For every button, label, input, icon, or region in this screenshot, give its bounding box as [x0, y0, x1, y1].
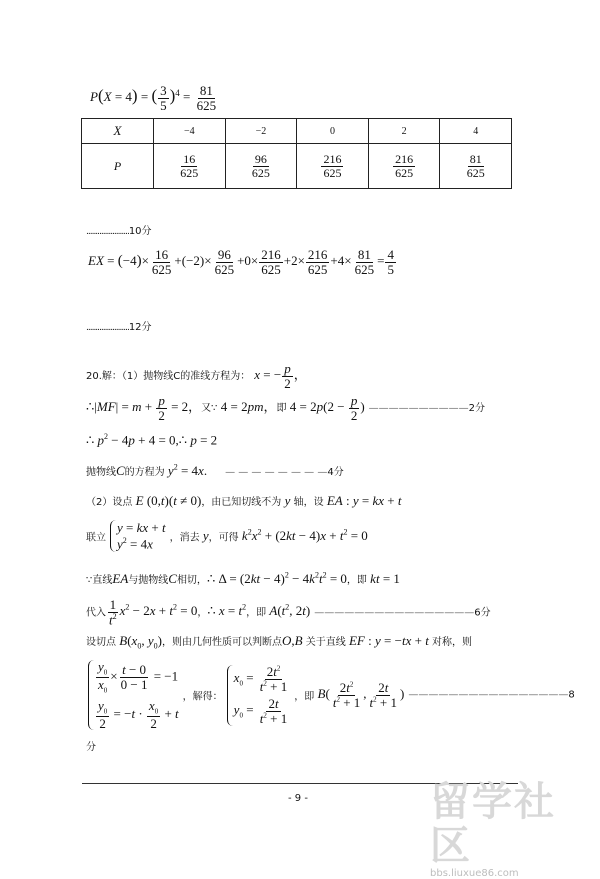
table-cell: 4: [440, 119, 512, 144]
q20-line-2: ∴|MF| = m + $\frac{p}{2}$ = 2，又∵ 4 = 2pm，即 4 = 2p(2 − $\frac{p}{2}$ ) ——————————2分: [86, 393, 486, 423]
q20-substitution-line: 代入 $\frac{1}{t^2}$ $x^2 - 2x + t^2 = 0$，∴ $x = t^2$，即 $A(t^2$, 2t) ————————————————6分: [86, 597, 491, 627]
probability-x4-line: P(X = 4) = ( $\frac{3}{5}$ )$^4$ = $\frac{81}{625}$: [90, 83, 217, 113]
q20-system-line: 联立 y = kx + t $y^2 = 4x$ ，消去 y，可得 $k^2x^2 + (2kt - 4)x + t^2 = 0$: [86, 520, 368, 552]
table-header-p: P: [82, 144, 154, 189]
table-cell: $\frac{16}{625}$: [154, 144, 226, 189]
expectation-line: EX = (−4)× $\frac{16}{625}$ +(−2)× $\frac{96}{625}$ +0× $\frac{216}{625}$ +2× $\frac{216}{625}$ +4× $\frac{81}{625}$ = $\frac{4}{5}$: [88, 247, 394, 277]
table-row: [82, 144, 512, 189]
q20-intro: 20.解：（1）抛物线C的准线方程为：: [86, 371, 251, 383]
table-cell: 2: [368, 119, 440, 144]
q20-line-3: ∴ $p^2 - 4p + 4$ = 0,∴ p = 2: [86, 432, 218, 448]
score-mark-8: 8: [568, 689, 575, 701]
table-cell: −4: [154, 119, 226, 144]
q20-symmetry-line: 设切点 $B(x_0$, $y_0$)，则由几何性质可以判断点O,B 关于直线 EF : y = −tx + t 对称，则: [86, 633, 472, 651]
watermark-logo: [430, 779, 590, 879]
distribution-table: [81, 118, 512, 189]
symmetry-system: $\frac{y_0}{x_0}$ × $\frac{t - 0}{0 - 1}$ = −1 $\frac{y_0}{2}$ = −t · $\frac{x_0}{2}$ + t: [88, 660, 179, 730]
solution-system: $x_0$ = $\frac{2t^2}{t^2 + 1}$ $y_0$ = $\frac{2t}{t^2 + 1}$: [227, 665, 291, 726]
q20-intro-line: [86, 362, 307, 390]
watermark-url: bbs.liuxue86.com: [430, 868, 519, 879]
score-mark-12: .......................12分: [86, 322, 152, 333]
table-cell: $\frac{216}{625}$: [368, 144, 440, 189]
table-cell: $\frac{81}{625}$: [440, 144, 512, 189]
table-cell: 0: [297, 119, 369, 144]
table-header-x: X: [82, 119, 154, 144]
equation-system: y = kx + t $y^2 = 4x$: [110, 520, 166, 552]
q20-part-2-line: （2）设点 E (0,t)(t ≠ 0)，由已知切线不为 y 轴，设 EA : y = kx + t: [86, 493, 402, 508]
score-mark-4: 4分: [327, 467, 344, 478]
q20-line-4: 抛物线C的方程为 $y^2 = 4x$. — — — — — — — —4分: [86, 462, 344, 478]
table-cell: $\frac{96}{625}$: [225, 144, 297, 189]
table-cell: −2: [225, 119, 297, 144]
score-mark-8-unit: 分: [86, 742, 96, 753]
q20-tangent-line: ∵直线EA与抛物线C相切，∴ $\Delta = (2kt - 4)^2 - 4k^2t^2 = 0$，即 kt = 1: [86, 570, 400, 586]
watermark-text: 留学社区: [430, 779, 556, 869]
page-number: - 9 -: [288, 793, 308, 804]
q20-final-system-line: $\frac{y_0}{x_0}$ × $\frac{t - 0}{0 - 1}$ = −1 $\frac{y_0}{2}$ = −t · $\frac{x_0}{2}$ + t ，解得： $x_0$ = $\frac{2t^2}{t^2 + 1}$ $y_0$ = $\frac{2t}{t^2 + 1}$ ，即 B( $\frac{2t^2}{t^2 + 1}$ , $\frac{2t}{t^2 + 1}$ ) ————————————————8: [88, 660, 575, 730]
directrix-equation: x = − $\frac{p}{2}$ ，: [254, 361, 307, 391]
score-mark-10: .......................10分: [86, 226, 152, 237]
table-cell: $\frac{216}{625}$: [297, 144, 369, 189]
score-mark-6: 6分: [474, 607, 491, 619]
table-row: [82, 119, 512, 144]
score-mark-2: 2分: [468, 403, 486, 415]
